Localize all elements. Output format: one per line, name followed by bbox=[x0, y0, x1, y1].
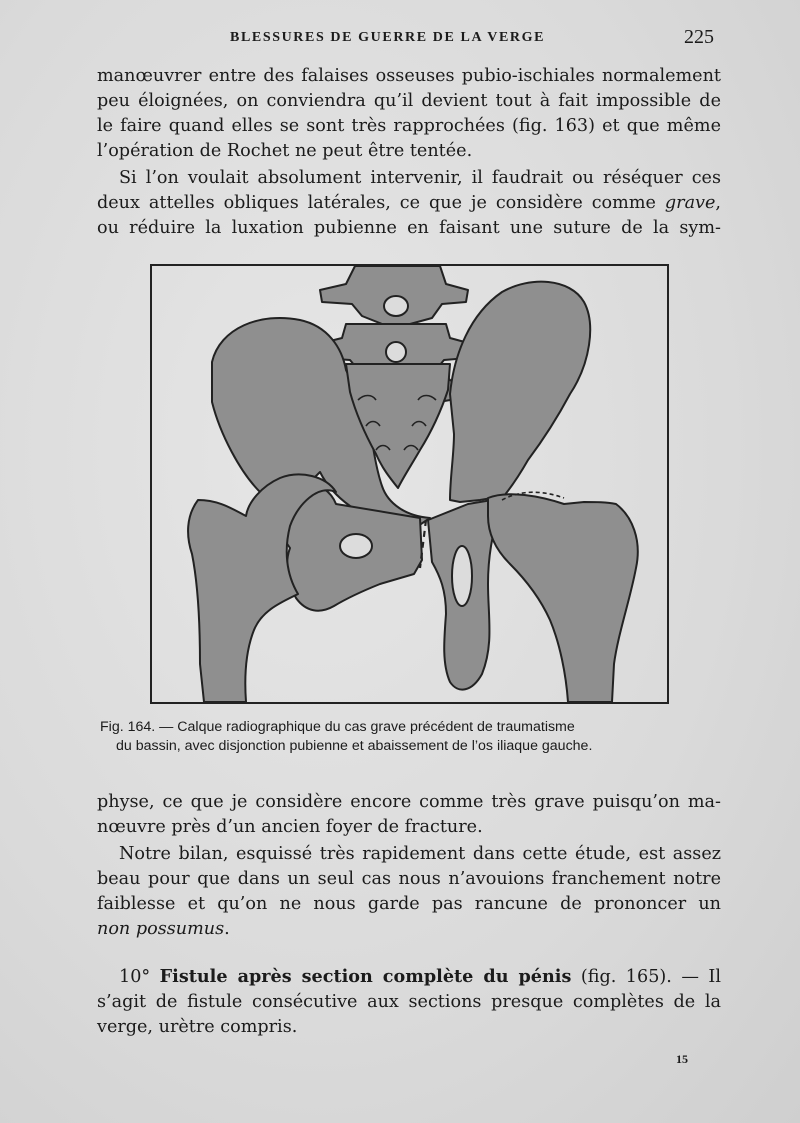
text-line: faiblesse et qu’on ne nous garde pas rancune de prononcer un bbox=[97, 894, 721, 914]
caption-line: Fig. 164. — Calque radiographique du cas grave précédent de traumatisme bbox=[100, 719, 575, 735]
signature-mark: 15 bbox=[676, 1052, 688, 1066]
page-header bbox=[0, 28, 800, 52]
left-femur bbox=[488, 494, 638, 702]
figure-caption bbox=[100, 718, 724, 756]
section-heading: Fistule après section complète du pénis bbox=[159, 966, 572, 987]
right-obturator-foramen bbox=[340, 534, 372, 558]
pelvis-radiograph-tracing bbox=[150, 264, 670, 706]
section-number: 10° bbox=[119, 967, 151, 987]
text-line: peu éloignées, on conviendra qu’il devient tout à fait impossible de bbox=[97, 91, 721, 111]
text-line bbox=[97, 964, 721, 990]
text-line: l’opération de Rochet ne peut être tentée. bbox=[97, 141, 473, 161]
text-line: verge, urètre compris. bbox=[97, 1017, 298, 1037]
paragraph-5 bbox=[97, 964, 721, 1040]
text-line: le faire quand elles se sont très rapprochées (fig. 163) et que même bbox=[97, 116, 721, 136]
paragraph-4 bbox=[97, 842, 721, 942]
text-line: Notre bilan, esquissé très rapidement dans cette étude, est assez bbox=[119, 844, 721, 864]
text-line: beau pour que dans un seul cas nous n’avouions franchement notre bbox=[97, 869, 721, 889]
spinal-canal-upper bbox=[384, 296, 408, 316]
spinal-canal-lower bbox=[386, 342, 406, 362]
page-number: 225 bbox=[684, 26, 714, 48]
caption-line: du bassin, avec disjonction pubienne et abaissement de l’os iliaque gauche. bbox=[116, 738, 593, 754]
text-line: ou réduire la luxation pubienne en faisant une suture de la sym- bbox=[97, 218, 721, 238]
text-line: manœuvrer entre des falaises osseuses pubio-ischiales normalement bbox=[97, 66, 721, 86]
left-ilium bbox=[450, 282, 590, 502]
left-obturator-foramen bbox=[452, 546, 472, 606]
text-line: physe, ce que je considère encore comme très grave puisqu’on ma- bbox=[97, 792, 721, 812]
running-title: BLESSURES DE GUERRE DE LA VERGE bbox=[230, 30, 546, 45]
text-line bbox=[97, 917, 721, 942]
italic-phrase: non possumus bbox=[97, 919, 225, 939]
text-fragment: , bbox=[715, 193, 721, 213]
text-fragment: (fig. 165). — Il bbox=[571, 967, 721, 987]
text-line: s’agit de fistule consécutive aux sections presque complètes de la bbox=[97, 992, 721, 1012]
text-line: nœuvre près d’un ancien foyer de fracture. bbox=[97, 817, 483, 837]
text-fragment: deux attelles obliques latérales, ce que je considère comme bbox=[97, 193, 665, 213]
text-fragment: . bbox=[224, 919, 230, 939]
paragraph-2 bbox=[97, 166, 721, 241]
italic-word: grave bbox=[664, 193, 716, 213]
paragraph-3 bbox=[97, 790, 721, 840]
text-line bbox=[97, 191, 721, 216]
paragraph-1 bbox=[97, 64, 721, 164]
pelvis-illustration bbox=[150, 264, 670, 706]
text-line: Si l’on voulait absolument intervenir, il faudrait ou réséquer ces bbox=[119, 168, 721, 188]
